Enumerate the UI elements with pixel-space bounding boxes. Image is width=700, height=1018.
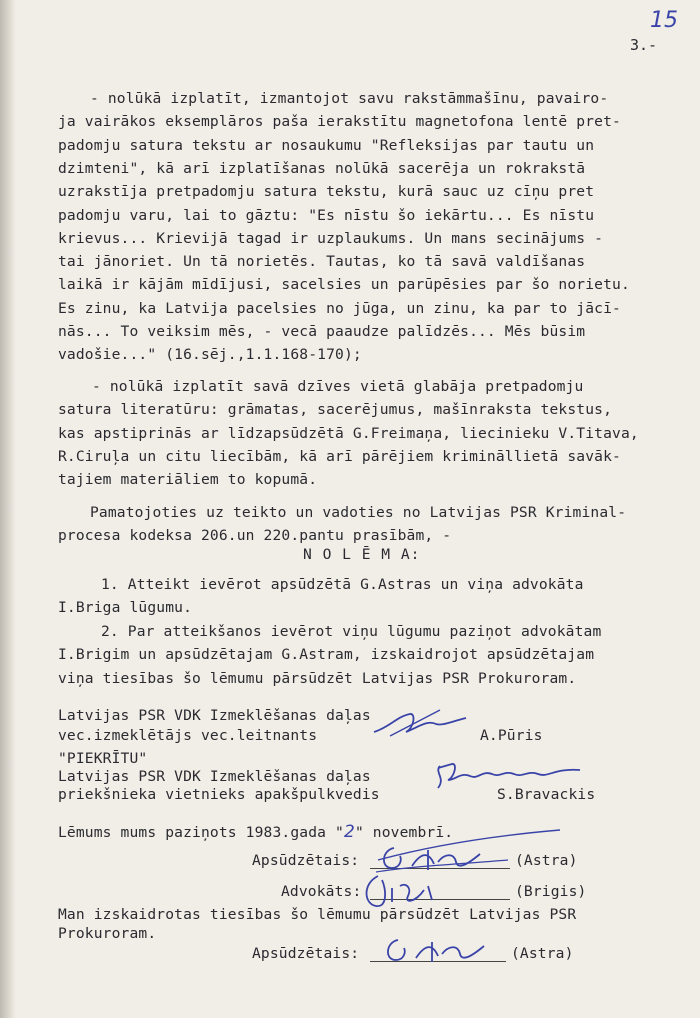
text-line: - nolūkā izplatīt, izmantojot savu rakstāmmašīnu, pavairo-	[90, 90, 609, 107]
text-line: R.Ciruļa un citu liecībām, kā arī pārējiem krimināllietā savāk-	[58, 447, 621, 465]
text-line: Pamatojoties uz teikto un vadoties no Latvijas PSR Kriminal-	[90, 504, 627, 521]
receipt2-label: Advokāts:	[281, 883, 362, 900]
signature-astra-1	[372, 840, 512, 876]
receipt2-name: (Brigis)	[515, 883, 587, 900]
text-line: laikā ir kājām mīdījusi, sacelsies un parūpēsies par šo norietu.	[58, 276, 630, 294]
explained-line1: Man izskaidrotas tiesības šo lēmumu pārsūdzēt Latvijas PSR	[58, 906, 577, 923]
folio-number: 15	[650, 8, 678, 33]
signature-puris	[370, 706, 470, 742]
approval-name: S.Bravackis	[497, 786, 596, 803]
text-line: Es zinu, ka Latvija pacelsies no jūga, un zinu, ka par to jācī-	[58, 299, 621, 317]
signatory1-line2: vec.izmeklētājs vec.leitnants	[58, 727, 318, 744]
signatory1-line1: Latvijas PSR VDK Izmeklēšanas daļas	[58, 707, 371, 724]
receipt1-label: Apsūdzētais:	[252, 852, 360, 869]
text-line: tai jānoriet. Un tā norietēs. Tautas, ko tā savā valdīšanas	[58, 253, 586, 271]
text-line: kas apstiprinās ar līdzapsūdzētā G.Freimaņa, liecinieku V.Titava,	[58, 424, 639, 442]
receipt3-signature-line	[370, 961, 506, 962]
signatory1-name: A.Pūris	[480, 727, 543, 744]
page-number: 3.-	[630, 36, 658, 54]
text-line: 2. Par atteikšanos ievērot viņu lūgumu paziņot advokātam	[101, 623, 602, 640]
text-line: krievus... Krievijā tagad ir uzplaukums. Un mans secinājums -	[58, 229, 604, 247]
text-line: vadošie..." (16.sēj.,1.1.168-170);	[58, 346, 362, 364]
text-line: nās... To veiksim mēs, - vecā paaudze palīdzēs... Mēs būsim	[58, 323, 586, 340]
notice-line	[58, 822, 453, 842]
approval-line1: Latvijas PSR VDK Izmeklēšanas daļas	[58, 768, 371, 785]
notice-prefix: Lēmums mums paziņots 1983.gada "	[58, 824, 344, 841]
text-line: procesa kodeksa 206.un 220.pantu prasībām, -	[58, 527, 452, 545]
approval-label: "PIEKRĪTU"	[58, 750, 148, 767]
text-line: tajiem materiāliem to kopumā.	[58, 471, 318, 489]
text-line: padomju varu, lai to gāztu: "Es nīstu šo iekārtu... Es nīstu	[58, 206, 595, 224]
explained-line2: Prokuroram.	[58, 925, 157, 942]
receipt2-signature-line	[370, 899, 510, 900]
receipt3-label: Apsūdzētais:	[252, 945, 360, 962]
receipt3-name: (Astra)	[511, 945, 574, 962]
receipt1-name: (Astra)	[515, 852, 578, 869]
receipt1-signature-line	[370, 868, 510, 869]
text-line: - nolūkā izplatīt savā dzīves vietā glabāja pretpadomju	[92, 378, 584, 395]
text-line: uzrakstīja pretpadomju satura tekstu, kurā sauc uz cīņu pret	[58, 183, 595, 201]
text-line: satura literatūru: grāmatas, sacerējumus, mašīnraksta tekstus,	[58, 401, 613, 419]
signature-astra-2	[378, 932, 508, 968]
text-line: I.Brigim un apsūdzētajam G.Astram, izskaidrojot apsūdzētajam	[58, 646, 595, 664]
decision-heading: N O L Ē M A:	[303, 546, 421, 563]
text-line: ja vairākos eksemplāros paša ierakstītu magnetofona lentē pret-	[58, 113, 621, 131]
approval-line2: priekšnieka vietnieks apakšpulkvedis	[58, 786, 380, 803]
text-line: dzimteni", kā arī izplatīšanas nolūkā sacerēja un rokrakstā	[58, 159, 586, 177]
text-line: I.Briga lūgumu.	[58, 599, 193, 617]
notice-suffix: " novembrī.	[354, 824, 454, 841]
text-line: 1. Atteikt ievērot apsūdzētā G.Astras un viņa advokāta	[101, 576, 584, 593]
binding-edge	[0, 0, 16, 1018]
notice-day: 2	[343, 822, 355, 842]
text-line: padomju satura tekstu ar nosaukumu "Refleksijas par tautu un	[58, 136, 595, 154]
text-line: viņa tiesības šo lēmumu pārsūdzēt Latvijas PSR Prokuroram.	[58, 669, 577, 687]
